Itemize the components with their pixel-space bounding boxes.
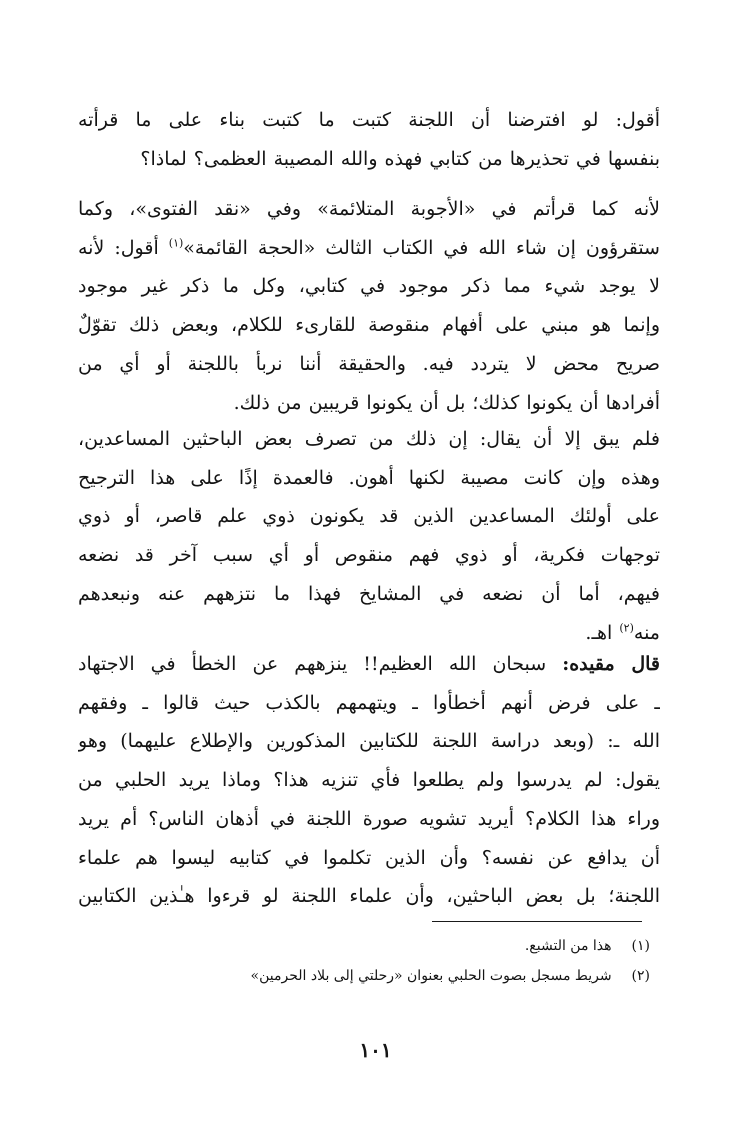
paragraph-2-line-2 bbox=[78, 229, 660, 268]
paragraph-1 bbox=[78, 101, 660, 178]
paragraph-4 bbox=[78, 645, 660, 916]
paragraph-2-line-6: أفرادها أن يكونوا كذلك؛ بل أن يكونوا قريبين من ذلك. bbox=[233, 391, 660, 414]
paragraph-4-line-4: يقول: لم يدرسوا ولم يطلعوا فأي تنزيه هذا؟ وماذا يريد الحلبي من bbox=[78, 769, 660, 792]
footnote-ref-2: (٢) bbox=[619, 621, 634, 635]
paragraph-3-line-3: على أولئك المساعدين الذين قد يكونون ذوي علم قاصر، أو ذوي bbox=[78, 505, 660, 528]
paragraph-4-line-7: اللجنة؛ بل بعض الباحثين، وأن علماء اللجنة لو قرءوا هـٰذين الكتابين bbox=[78, 885, 660, 908]
paragraph-4-line-1-rest: سبحان الله العظيم!! ينزههم عن الخطأ في الاجتهاد bbox=[78, 653, 563, 675]
paragraph-1-line-2: بنفسها في تحذيرها من كتابي فهذه والله المصيبة العظمى؟ لماذا؟ bbox=[140, 147, 660, 170]
paragraph-2-line-2-tail: أقول: لأنه bbox=[78, 236, 169, 259]
footnote-separator bbox=[432, 921, 642, 922]
paragraph-4-line-3: الله ـ: (وبعد دراسة اللجنة للكتابين المذكورين والإطلاع عليهما) وهو bbox=[78, 730, 660, 753]
footnote-ref-1: (١) bbox=[168, 236, 184, 250]
paragraph-3-line-6-tail: اهـ. bbox=[585, 621, 620, 644]
paragraph-2-line-5: صريح محض لا يتردد فيه. والحقيقة أننا نربأ باللجنة أو أي من bbox=[78, 352, 660, 375]
commentator-label: قال مقيده: bbox=[562, 653, 660, 675]
paragraph-2-line-1: لأنه كما قرأتم في «الأجوبة المتلائمة» وفي «نقد الفتوى»، وكما bbox=[78, 198, 660, 220]
paragraph-3-line-2: وهذه وإن كانت مصيبة لكنها أهون. فالعمدة إذًا على هذا الترجيح bbox=[78, 466, 660, 489]
footnote-1 bbox=[150, 935, 650, 957]
footnote-2 bbox=[150, 965, 650, 987]
paragraph-3-line-5: فيهم، أما أن نضعه في المشايخ فهذا ما نتزههم عنه ونبعدهم bbox=[78, 582, 660, 605]
footnote-2-text: شريط مسجل بصوت الحلبي بعنوان «رحلتي إلى بلاد الحرمين» bbox=[250, 968, 612, 984]
paragraph-2-line-2-text: ستقرؤون إن شاء الله في الكتاب الثالث «الحجة القائمة» bbox=[183, 236, 660, 259]
paragraph-4-line-5: وراء هذا الكلام؟ أيريد تشويه صورة اللجنة في أذهان الناس؟ أم يريد bbox=[78, 807, 660, 830]
footnote-1-text: هذا من التشبع. bbox=[524, 938, 612, 954]
footnote-1-number: (١) bbox=[631, 938, 650, 954]
paragraph-3 bbox=[78, 420, 660, 652]
paragraph-4-line-6: أن يدافع عن نفسه؟ وأن الذين تكلموا في كتابيه ليسوا هم علماء bbox=[78, 846, 660, 869]
page-number: ١٠١ bbox=[359, 1038, 392, 1062]
paragraph-2-line-4: وإنما هو مبني على أفهام منقوصة للقارىء للكلام، وبعض ذلك تقوّلٌ bbox=[78, 314, 660, 337]
paragraph-4-line-1 bbox=[78, 645, 660, 684]
paragraph-3-line-4: توجهات فكرية، أو ذوي فهم منقوص أو أي سبب آخر قد نضعه bbox=[78, 544, 660, 567]
paragraph-4-line-2: ـ على فرض أنهم أخطأوا ـ ويتهمهم بالكذب حيث قالوا ـ وفقهم bbox=[78, 691, 660, 714]
paragraph-3-line-1: فلم يبق إلا أن يقال: إن ذلك من تصرف بعض الباحثين المساعدين، bbox=[78, 428, 660, 450]
paragraph-2 bbox=[78, 190, 660, 422]
paragraph-2-line-3: لا يوجد شيء مما ذكر موجود في كتابي، وكل ما ذكر غير موجود bbox=[78, 275, 660, 298]
paragraph-3-line-6-text: منه bbox=[633, 621, 660, 644]
paragraph-1-line-1: أقول: لو افترضنا أن اللجنة كتبت ما كتبت بناء على ما قرأته bbox=[78, 109, 660, 131]
footnote-2-number: (٢) bbox=[631, 968, 650, 984]
